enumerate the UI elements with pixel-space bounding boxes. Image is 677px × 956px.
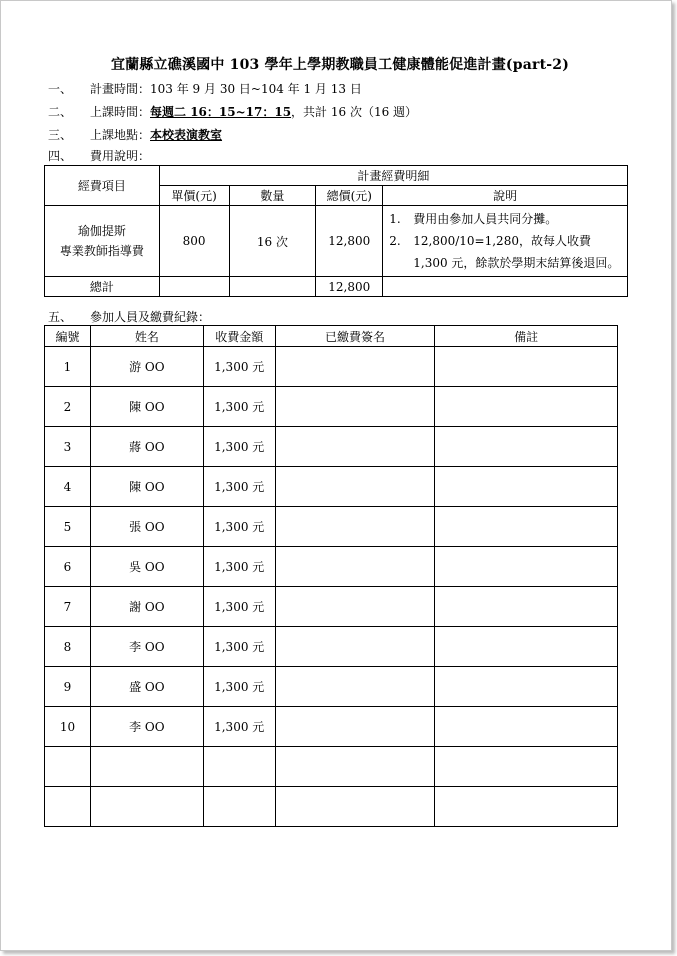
row-note-cell <box>435 347 618 387</box>
section-value-emphasis: 本校表演教室 <box>150 128 223 142</box>
section-value: ，共計 16 次（16 週） <box>291 105 418 119</box>
section-number: 一、 <box>48 82 73 96</box>
row-name: 蔣 OO <box>90 427 203 467</box>
row-fee: 1,300 元 <box>203 387 275 427</box>
row-note-cell <box>435 387 618 427</box>
row-number: 9 <box>45 667 91 707</box>
table-row <box>45 387 618 427</box>
row-signature-cell <box>275 787 435 827</box>
row-fee: 1,300 元 <box>203 667 275 707</box>
row-signature-cell <box>275 707 435 747</box>
row-name: 游 OO <box>90 347 203 387</box>
row-note-cell <box>435 507 618 547</box>
budget-col-quantity: 數量 <box>229 186 316 206</box>
row-fee: 1,300 元 <box>203 627 275 667</box>
row-number: 7 <box>45 587 91 627</box>
row-note-cell <box>435 427 618 467</box>
section-label: 費用說明： <box>90 149 151 163</box>
table-row <box>45 627 618 667</box>
section-number: 五、 <box>48 310 73 324</box>
budget-sum-empty <box>159 277 229 297</box>
budget-sum-label: 總計 <box>45 277 160 297</box>
col-header-fee: 收費金額 <box>203 326 275 347</box>
table-row <box>45 747 618 787</box>
row-number <box>45 747 91 787</box>
col-header-note: 備註 <box>435 326 618 347</box>
section-number: 三、 <box>48 128 73 142</box>
row-number: 10 <box>45 707 91 747</box>
description-item-number: 1. <box>389 212 401 226</box>
row-name: 李 OO <box>90 627 203 667</box>
row-number: 4 <box>45 467 91 507</box>
row-number <box>45 787 91 827</box>
row-note-cell <box>435 627 618 667</box>
budget-sum-total: 12,800 <box>316 277 383 297</box>
section-plan-period <box>48 80 362 97</box>
row-name: 吳 OO <box>90 547 203 587</box>
section-value: 103 年 9 月 30 日~104 年 1 月 13 日 <box>150 82 362 96</box>
row-note-cell <box>435 467 618 507</box>
table-row <box>45 347 618 387</box>
row-number: 5 <box>45 507 91 547</box>
description-item-text: 12,800/10=1,280，故每人收費 1,300 元，餘款於學期末結算後退回。 <box>413 234 620 270</box>
row-fee <box>203 747 275 787</box>
budget-col-description: 說明 <box>383 186 628 206</box>
row-name: 盛 OO <box>90 667 203 707</box>
section-number: 四、 <box>48 149 73 163</box>
budget-col-total: 總價(元) <box>316 186 383 206</box>
row-signature-cell <box>275 747 435 787</box>
row-note-cell <box>435 587 618 627</box>
section-value-emphasis: 每週二 16：15~17：15 <box>150 105 292 119</box>
table-row <box>45 787 618 827</box>
row-name <box>90 787 203 827</box>
row-fee: 1,300 元 <box>203 587 275 627</box>
row-name: 陳 OO <box>90 467 203 507</box>
col-header-name: 姓名 <box>90 326 203 347</box>
row-signature-cell <box>275 627 435 667</box>
budget-row-unit-price: 800 <box>159 206 229 277</box>
section-label: 參加人員及繳費紀錄： <box>90 310 211 324</box>
budget-col-unit-price: 單價(元) <box>159 186 229 206</box>
row-name: 張 OO <box>90 507 203 547</box>
row-signature-cell <box>275 387 435 427</box>
table-row <box>45 507 618 547</box>
row-name <box>90 747 203 787</box>
row-name: 謝 OO <box>90 587 203 627</box>
row-number: 3 <box>45 427 91 467</box>
table-row <box>45 547 618 587</box>
section-label: 上課地點： <box>90 128 151 142</box>
budget-header-item: 經費項目 <box>45 166 160 206</box>
budget-item-line2: 專業教師指導費 <box>59 244 144 258</box>
row-fee: 1,300 元 <box>203 707 275 747</box>
budget-table <box>44 165 628 297</box>
row-signature-cell <box>275 467 435 507</box>
row-note-cell <box>435 667 618 707</box>
row-fee: 1,300 元 <box>203 547 275 587</box>
row-fee: 1,300 元 <box>203 347 275 387</box>
description-item-text: 費用由參加人員共同分攤。 <box>413 212 558 226</box>
row-fee: 1,300 元 <box>203 507 275 547</box>
description-item <box>389 230 623 274</box>
document-title: 宜蘭縣立礁溪國中 103 學年上學期教職員工健康體能促進計畫(part-2) <box>110 57 570 73</box>
row-name: 陳 OO <box>90 387 203 427</box>
budget-sum-empty <box>229 277 316 297</box>
col-header-number: 編號 <box>45 326 91 347</box>
section-participants <box>48 308 210 325</box>
row-number: 2 <box>45 387 91 427</box>
row-name: 李 OO <box>90 707 203 747</box>
description-item-number: 2. <box>389 234 401 248</box>
table-row <box>45 467 618 507</box>
budget-row-quantity: 16 次 <box>229 206 316 277</box>
section-class-time <box>48 103 417 120</box>
section-label: 上課時間： <box>90 105 151 119</box>
row-fee <box>203 787 275 827</box>
table-row <box>45 427 618 467</box>
row-note-cell <box>435 747 618 787</box>
section-number: 二、 <box>48 105 73 119</box>
row-signature-cell <box>275 547 435 587</box>
table-row <box>45 587 618 627</box>
row-number: 6 <box>45 547 91 587</box>
budget-row-item <box>45 206 160 277</box>
budget-sum-empty <box>383 277 628 297</box>
row-fee: 1,300 元 <box>203 427 275 467</box>
row-fee: 1,300 元 <box>203 467 275 507</box>
row-signature-cell <box>275 667 435 707</box>
row-signature-cell <box>275 427 435 467</box>
participants-table <box>44 325 618 827</box>
budget-row-description <box>383 206 628 277</box>
col-header-signature: 已繳費簽名 <box>275 326 435 347</box>
budget-item-line1: 瑜伽提斯 <box>77 224 126 238</box>
table-row <box>45 667 618 707</box>
row-number: 8 <box>45 627 91 667</box>
row-note-cell <box>435 787 618 827</box>
row-number: 1 <box>45 347 91 387</box>
row-signature-cell <box>275 347 435 387</box>
description-item <box>389 208 623 230</box>
section-fee-description <box>48 147 150 164</box>
table-row <box>45 707 618 747</box>
row-note-cell <box>435 707 618 747</box>
budget-header-detail: 計畫經費明細 <box>159 166 627 186</box>
row-signature-cell <box>275 507 435 547</box>
row-note-cell <box>435 547 618 587</box>
section-class-location <box>48 126 222 143</box>
row-signature-cell <box>275 587 435 627</box>
section-label: 計畫時間： <box>90 82 151 96</box>
budget-row-total: 12,800 <box>316 206 383 277</box>
